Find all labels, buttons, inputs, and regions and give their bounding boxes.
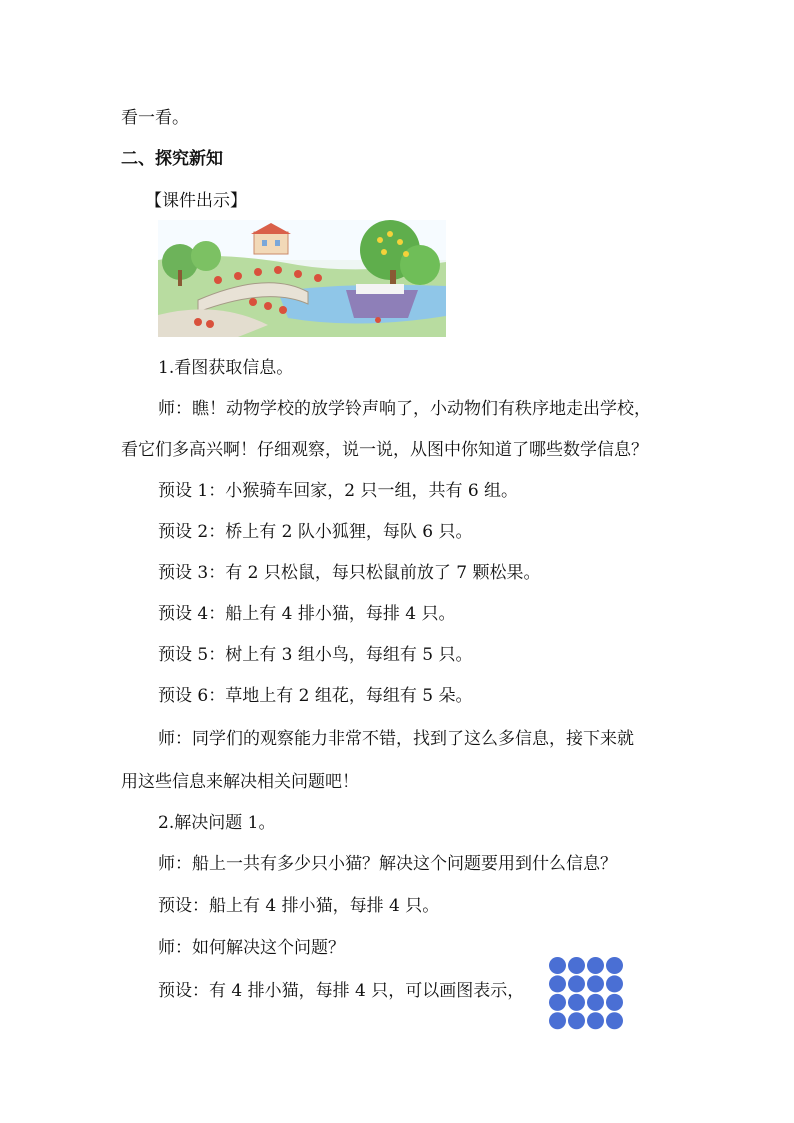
text-line: 预设 5：树上有 3 组小鸟，每组有 5 只。 [158,645,473,665]
text-line: 2.解决问题 1。 [158,813,276,833]
text-line: 用这些信息来解决相关问题吧！ [121,772,359,792]
text-line: 预设：有 4 排小猫，每排 4 只，可以画图表示， [158,981,525,1001]
dot [587,994,604,1011]
text-line: 预设 2：桥上有 2 队小狐狸，每队 6 只。 [158,522,473,542]
dot [549,975,566,992]
dot [568,994,585,1011]
dot [549,994,566,1011]
animal-school-illustration [158,220,446,337]
text-line: 师：船上一共有多少只小猫？解决这个问题要用到什么信息？ [158,854,617,874]
text-line: 预设 4：船上有 4 排小猫，每排 4 只。 [158,604,456,624]
text-line: 预设 1：小猴骑车回家，2 只一组，共有 6 组。 [158,481,519,501]
dot [587,957,604,974]
dot [606,957,623,974]
dot [568,975,585,992]
dot [606,994,623,1011]
text-line: 看它们多高兴啊！仔细观察，说一说，从图中你知道了哪些数学信息？ [121,440,648,460]
text-line: 师：瞧！动物学校的放学铃声响了，小动物们有秩序地走出学校， [158,399,651,419]
text-line: 预设：船上有 4 排小猫，每排 4 只。 [158,896,440,916]
dot [587,1012,604,1029]
text-line: 师：同学们的观察能力非常不错，找到了这么多信息，接下来就 [158,729,634,749]
dot [606,975,623,992]
dot [587,975,604,992]
text-line: 师：如何解决这个问题？ [158,938,345,958]
text-line: 1.看图获取信息。 [158,358,294,378]
dot [549,1012,566,1029]
text-line: 预设 6：草地上有 2 组花，每组有 5 朵。 [158,686,473,706]
courseware-label: 【课件出示】 [145,191,247,211]
text-line: 预设 3：有 2 只松鼠，每只松鼠前放了 7 颗松果。 [158,563,541,583]
dot [606,1012,623,1029]
section-heading: 二、探究新知 [121,149,223,169]
dot [549,957,566,974]
dot [568,957,585,974]
dot [568,1012,585,1029]
dot-grid-diagram [548,956,624,1030]
text-line: 看一看。 [121,108,189,128]
